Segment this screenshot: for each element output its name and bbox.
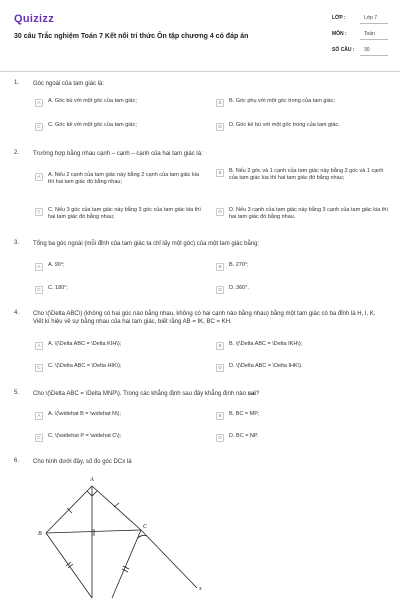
geometry-figure — [34, 470, 214, 600]
option-d[interactable]: D D. \(\Delta ABC = \Delta IHK\). — [216, 363, 388, 372]
segment-ac — [92, 486, 141, 530]
option-letter-box: D — [216, 123, 224, 131]
option-a[interactable]: A A. \(\widehat B = \widehat N\); — [35, 411, 205, 420]
meta-class: LỚP : Lớp 7 — [332, 13, 388, 24]
segment-bd — [46, 533, 92, 598]
label-c: C — [143, 524, 148, 530]
option-c[interactable]: C C. \(\widehat P = \widehat C\); — [35, 433, 205, 442]
label-b: B — [38, 531, 42, 537]
question-text: Cho hình dưới đây, số đo góc DCx là — [33, 459, 132, 465]
segment-cd — [112, 530, 141, 598]
option-b[interactable]: B B. Nếu 2 góc và 1 cạnh của tam giác này bằng 2 góc và 1 cạnh của tam giác kia thì hai tam giác đó bằng nhau; — [216, 168, 388, 182]
document-title: 30 câu Trắc nghiệm Toán 7 Kết nối tri thức Ôn tập chương 4 có đáp án — [14, 33, 249, 40]
header-divider — [0, 71, 400, 72]
option-letter-box: B — [216, 263, 224, 271]
question-number: 4. — [14, 310, 20, 316]
option-letter-box: D — [216, 364, 224, 372]
option-b[interactable]: B B. \(\Delta ABC = \Delta IKH\); — [216, 341, 388, 350]
option-letter-box: B — [216, 169, 224, 177]
option-letter-box: B — [216, 342, 224, 350]
option-c[interactable]: C C. 180°; — [35, 285, 205, 294]
label-x: x — [199, 586, 202, 592]
option-letter-box: C — [35, 123, 43, 131]
option-letter-box: C — [35, 208, 43, 216]
option-letter-box: A — [35, 263, 43, 271]
meta-subject: MÔN : Toán — [332, 29, 388, 40]
tick-cd-1 — [123, 566, 129, 569]
question-number: 2. — [14, 150, 20, 156]
angle-arc-c — [138, 535, 147, 538]
option-letter-box: B — [216, 99, 224, 107]
option-c[interactable]: C C. \(\Delta ABC = \Delta HIK\); — [35, 363, 205, 372]
option-b[interactable]: B B. 270°; — [216, 262, 388, 271]
tick-ac — [114, 503, 119, 507]
question-number: 6. — [14, 458, 20, 464]
option-letter-box: D — [216, 286, 224, 294]
option-d[interactable]: D D. Góc kề bù với một góc trong của tam giác. — [216, 122, 388, 131]
option-a[interactable]: A A. 90°; — [35, 262, 205, 271]
option-d[interactable]: D D. BC = NP. — [216, 433, 388, 442]
option-b[interactable]: B B. Góc phụ với một góc trong của tam giác; — [216, 98, 388, 107]
quizizz-logo: Quizizz — [14, 13, 54, 25]
option-letter-box: D — [216, 208, 224, 216]
option-letter-box: A — [35, 99, 43, 107]
question-number: 1. — [14, 80, 20, 86]
document-header — [0, 0, 400, 72]
option-a[interactable]: A A. Nếu 2 cạnh của tam giác này bằng 2 cạnh của tam giác kia thì hai tam giác đó bằng nhau; — [35, 172, 205, 186]
option-a[interactable]: A A. \(\Delta ABC = \Delta KIH\); — [35, 341, 205, 350]
option-letter-box: C — [35, 364, 43, 372]
option-d[interactable]: D D. Nếu 3 cạnh của tam giác này bằng 3 cạnh của tam giác kia thì hai tam giác đó bằng nhau. — [216, 207, 388, 221]
meta-question-count: SỐ CÂU : 30 — [332, 45, 388, 56]
question-number: 5. — [14, 390, 20, 396]
question-text: Cho \(\Delta ABC\) (không có hai góc nào bằng nhau, không có hai cạnh nào bằng nhau) bằng một tam giác có ba đỉnh là H, I, K. Viết kí hiệu về sự bằng nhau của hai tam giác, biết rằng AB = IK, BC = KH. — [33, 311, 376, 325]
option-letter-box: A — [35, 173, 43, 181]
segment-bc — [46, 530, 141, 533]
option-letter-box: B — [216, 412, 224, 420]
ray-cx — [141, 530, 197, 588]
question-text: Tổng ba góc ngoài (mỗi đỉnh của tam giác ta chỉ lấy một góc) của một tam giác bằng: — [33, 241, 260, 247]
option-letter-box: C — [35, 286, 43, 294]
emphasis-sai: sai — [247, 391, 256, 397]
question-text: Góc ngoài của tam giác là: — [33, 81, 105, 87]
question-text: Cho \(\Delta ABC = \Delta MNP\). Trong các khẳng định sau đây khẳng định nào sai? — [33, 391, 260, 397]
option-c[interactable]: C C. Nếu 3 góc của tam giác này bằng 3 góc của tam giác kia thì hai tam giác đó bằng nhau; — [35, 207, 205, 221]
option-letter-box: A — [35, 342, 43, 350]
question-text: Trường hợp bằng nhau cạnh – cạnh – cạnh của hai tam giác là: — [33, 151, 203, 157]
option-letter-box: A — [35, 412, 43, 420]
label-a: A — [90, 477, 94, 483]
option-letter-box: C — [35, 434, 43, 442]
option-a[interactable]: A A. Góc bù với một góc của tam giác; — [35, 98, 205, 107]
option-c[interactable]: C C. Góc kề với một góc của tam giác; — [35, 122, 205, 131]
question-number: 3. — [14, 240, 20, 246]
option-d[interactable]: D D. 360°. — [216, 285, 388, 294]
option-b[interactable]: B B. BC = MP; — [216, 411, 388, 420]
option-letter-box: D — [216, 434, 224, 442]
